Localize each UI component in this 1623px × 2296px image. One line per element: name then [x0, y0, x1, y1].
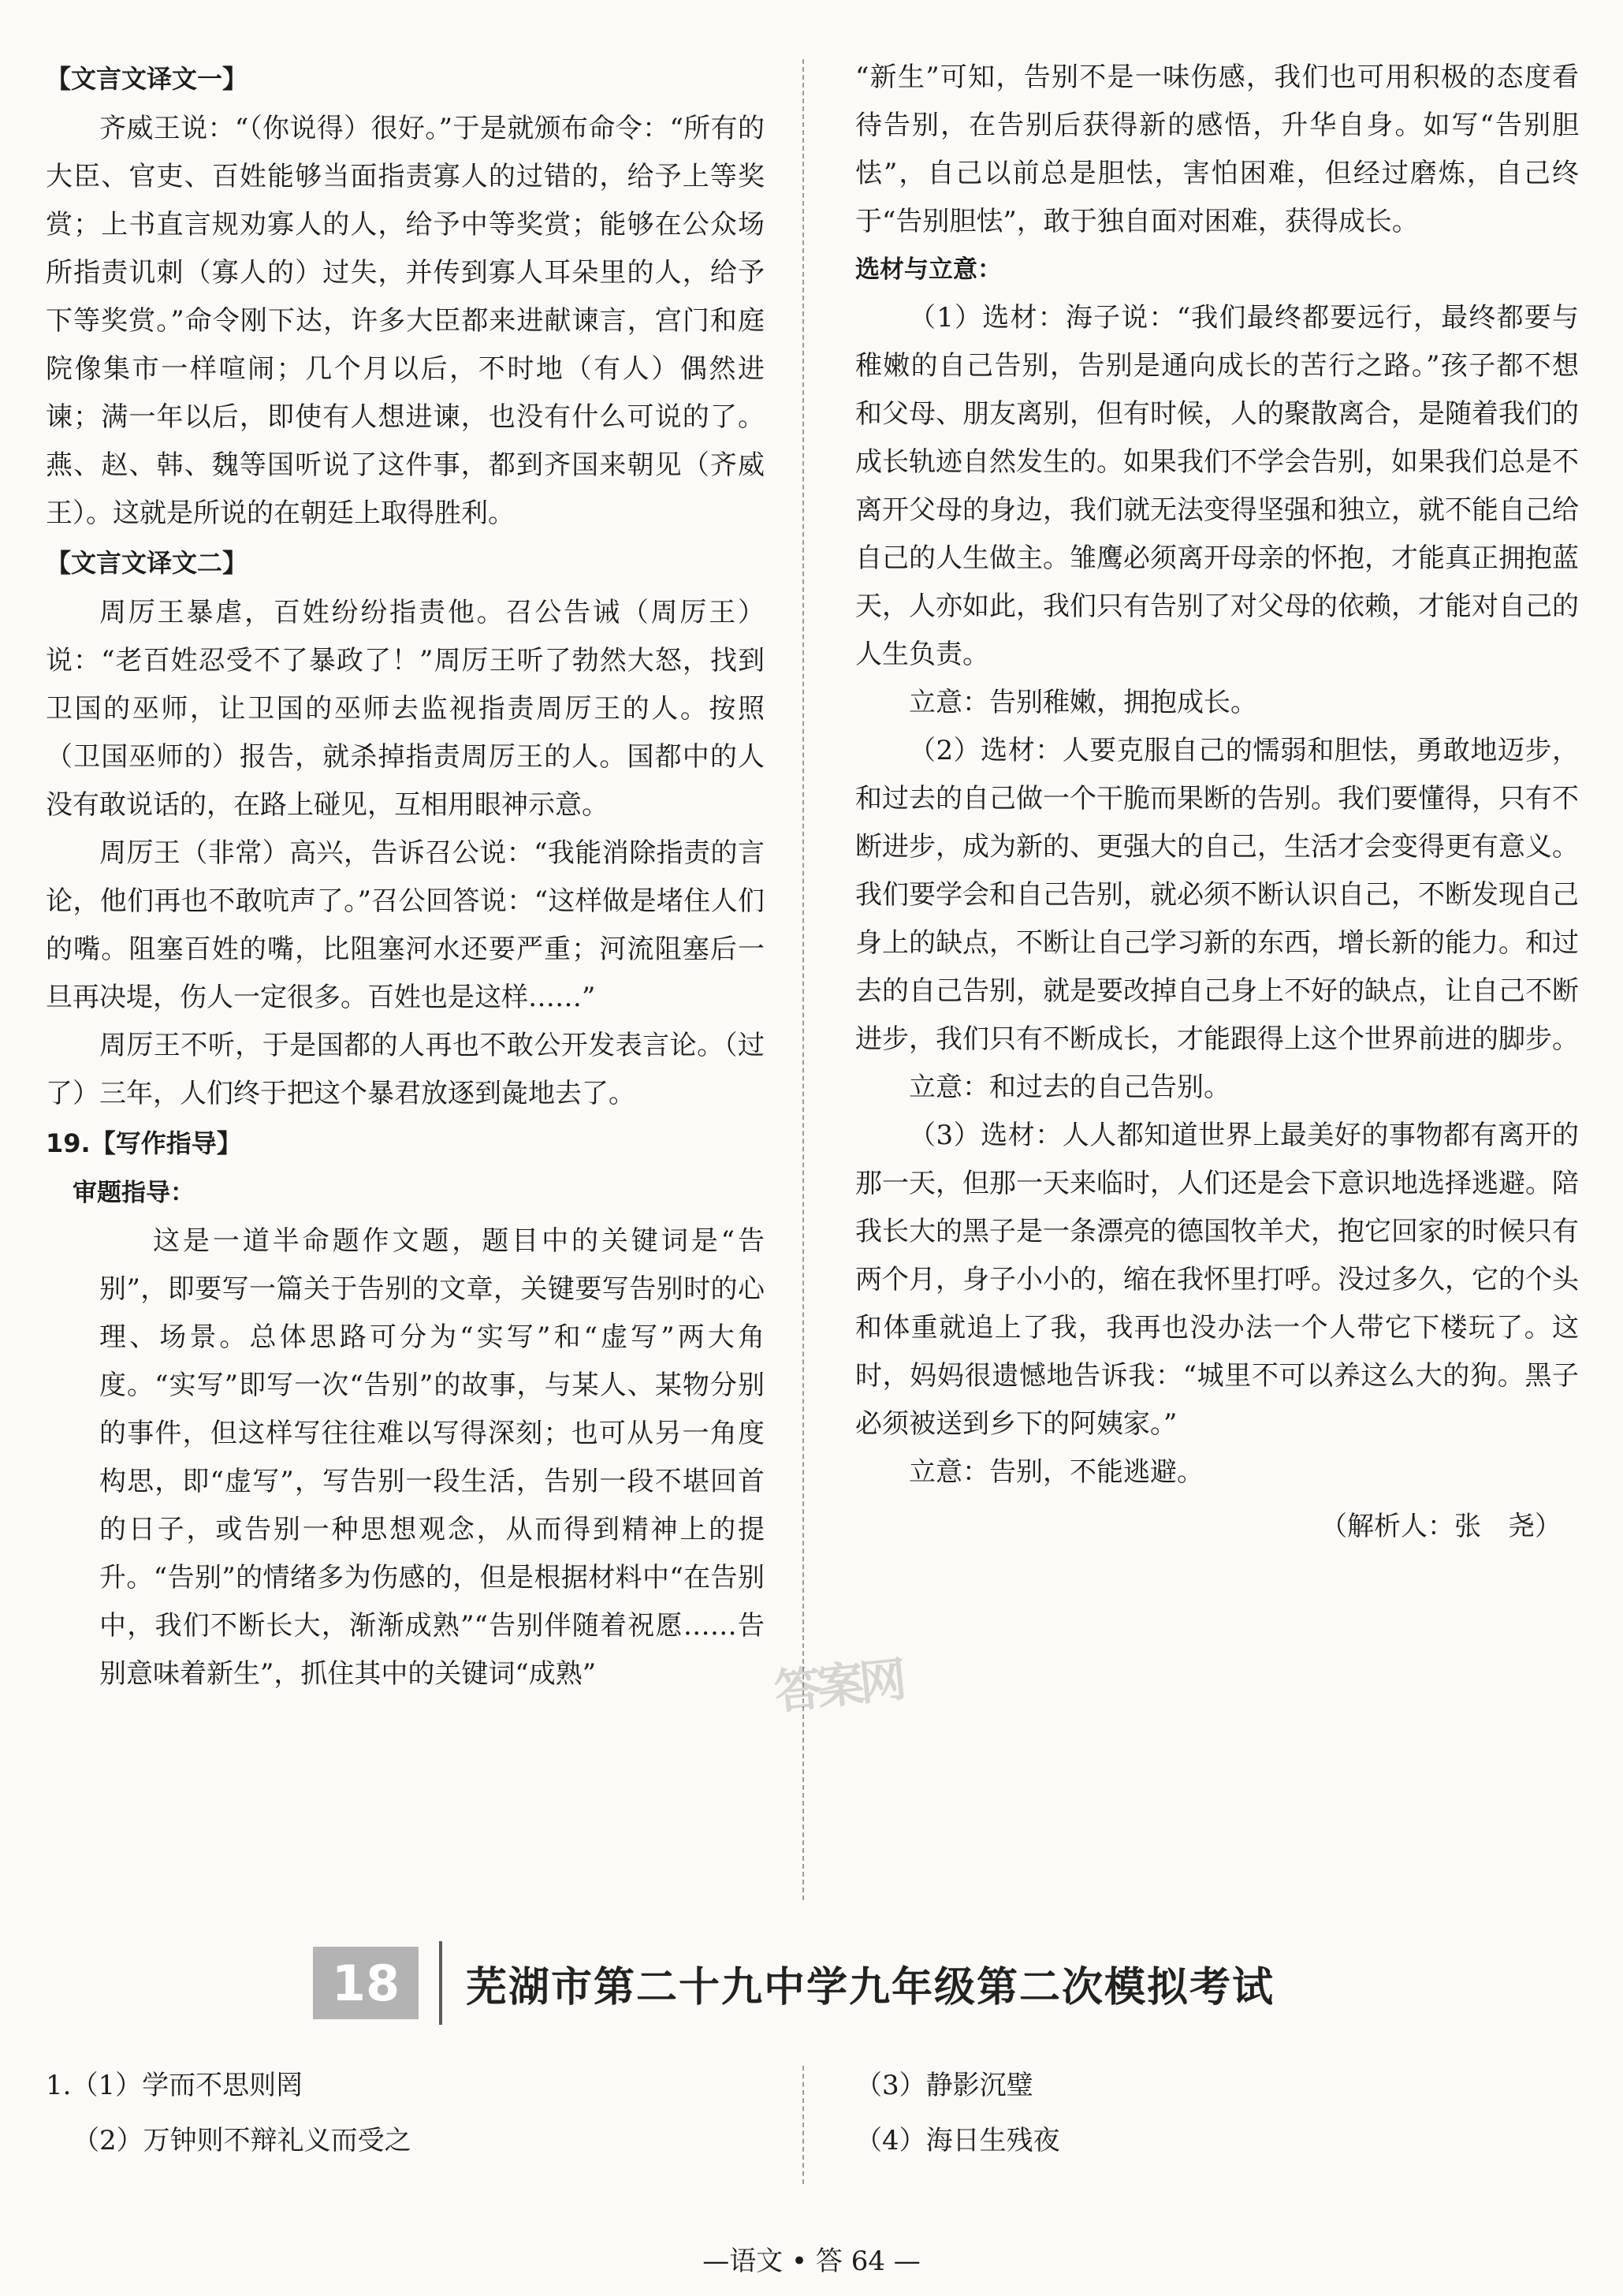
right-column	[855, 54, 1579, 1551]
writing-guide-continuation: “新生”可知，告别不是一味伤感，我们也可用积极的态度看待告别，在告别后获得新的感悟，升华自身。如写“告别胆怯”，自己以前总是胆怯，害怕困难，但经过磨炼，自己终于“告别胆怯”，敢于独自面对困难，获得成长。	[855, 62, 1579, 237]
section-title-translation-2: 【文言文译文二】	[46, 548, 248, 578]
material-1: （1）选材：海子说：“我们最终都要远行，最终都要与稚嫩的自己告别，告别是通向成长的苦行之路。”孩子都不想和父母、朋友离别，但有时候，人的聚散离合，是随着我们的成长轨迹自然发生的。如果我们不学会告别，如果我们总是不离开父母的身边，我们就无法变得坚强和独立，就不能自己给自己的人生做主。雏鹰必须离开母亲的怀抱，才能真正拥抱蓝天，人亦如此，我们只有告别了对父母的依赖，才能对自己的人生负责。	[855, 302, 1579, 670]
answers-right	[855, 2058, 1060, 2168]
answer-item: 1.（1）学而不思则罔	[46, 2070, 303, 2101]
theme-2: 立意：和过去的自己告别。	[909, 1072, 1230, 1103]
section-title-writing-guide: 19.【写作指导】	[46, 1128, 242, 1158]
translation-2-paragraph-2: 周厉王（非常）高兴，告诉召公说：“我能消除指责的言论，他们再也不敢吭声了。”召公回答说：“这样做是堵住人们的嘴。阻塞百姓的嘴，比阻塞河水还要严重；河流阻塞后一旦再决堤，伤人一定很多。百姓也是这样……”	[46, 837, 765, 1013]
answer-item: （3）静影沉璧	[855, 2070, 1033, 2101]
left-column	[46, 54, 765, 1698]
exam-number-badge: 18	[313, 1947, 419, 2019]
translation-1-paragraph: 齐威王说：“（你说得）很好。”于是就颁布命令：“所有的大臣、官吏、百姓能够当面指责寡人的过错的，给予上等奖赏；上书直言规劝寡人的人，给予中等奖赏；能够在公众场所指责讥刺（寡人的）过失，并传到寡人耳朵里的人，给予下等奖赏。”命令刚下达，许多大臣都来进献谏言，宫门和庭院像集市一样喧闹；几个月以后，不时地（有人）偶然进谏；满一年以后，即使有人想进谏，也没有什么可说的了。燕、赵、韩、魏等国听说了这件事，都到齐国来朝见（齐威王）。这就是所说的在朝廷上取得胜利。	[46, 113, 765, 529]
answer-item: （2）万钟则不辩礼义而受之	[73, 2125, 411, 2156]
analyst-signature: （解析人：张 尧）	[1320, 1511, 1562, 1542]
translation-2-paragraph-1: 周厉王暴虐，百姓纷纷指责他。召公告诫（周厉王）说：“老百姓忍受不了暴政了！”周厉王听了勃然大怒，找到卫国的巫师，让卫国的巫师去监视指责周厉王的人。按照（卫国巫师的）报告，就杀掉指责周厉王的人。国都中的人没有敢说话的，在路上碰见，互相用眼神示意。	[46, 597, 765, 821]
translation-2-paragraph-3: 周厉王不听，于是国都的人再也不敢公开发表言论。（过了）三年，人们终于把这个暴君放逐到彘地去了。	[46, 1030, 765, 1109]
material-3: （3）选材：人人都知道世界上最美好的事物都有离开的那一天，但那一天来临时，人们还是会下意识地选择逃避。陪我长大的黑子是一条漂亮的德国牧羊犬，抱它回家的时候只有两个月，身子小小的，缩在我怀里打呼。没过多久，它的个头和体重就追上了我，我再也没办法一个人带它下楼玩了。这时，妈妈很遗憾地告诉我：“城里不可以养这么大的狗。黑子必须被送到乡下的阿姨家。”	[855, 1120, 1579, 1440]
banner-separator	[439, 1941, 442, 2025]
answers-left	[46, 2058, 411, 2168]
theme-1: 立意：告别稚嫩，拥抱成长。	[909, 687, 1257, 718]
exam-title: 芜湖市第二十九中学九年级第二次模拟考试	[466, 1963, 1275, 2011]
subheading-material-and-theme: 选材与立意：	[855, 255, 1002, 284]
exam-banner	[313, 1941, 1275, 2025]
subheading-topic-guide: 审题指导：	[73, 1179, 195, 1207]
theme-3: 立意：告别，不能逃避。	[909, 1456, 1204, 1488]
answers-divider	[802, 2066, 804, 2184]
watermark-stamp: 答案网	[772, 1652, 905, 1721]
writing-guide-paragraph: 这是一道半命题作文题，题目中的关键词是“告别”，即要写一篇关于告别的文章，关键要写告别时的心理、场景。总体思路可分为“实写”和“虚写”两大角度。“实写”即写一次“告别”的故事，与某人、某物分别的事件，但这样写往往难以写得深刻；也可从另一角度构思，即“虚写”，写告别一段生活，告别一段不堪回首的日子，或告别一种思想观念，从而得到精神上的提升。“告别”的情绪多为伤感的，但是根据材料中“在告别中，我们不断长大，渐渐成熟”“告别伴随着祝愿……告别意味着新生”，抓住其中的关键词“成熟”	[99, 1225, 765, 1690]
answer-item: （4）海日生残夜	[855, 2125, 1060, 2156]
column-divider	[802, 59, 804, 1900]
page-footer: —语文 • 答 64 —	[702, 2246, 921, 2277]
section-title-translation-1: 【文言文译文一】	[46, 64, 248, 94]
material-2: （2）选材：人要克服自己的懦弱和胆怯，勇敢地迈步，和过去的自己做一个干脆而果断的告别。我们要懂得，只有不断进步，成为新的、更强大的自己，生活才会变得更有意义。我们要学会和自己告别，就必须不断认识自己，不断发现自己身上的缺点，不断让自己学习新的东西，增长新的能力。和过去的自己告别，就是要改掉自己身上不好的缺点，让自己不断进步，我们只有不断成长，才能跟得上这个世界前进的脚步。	[855, 735, 1579, 1055]
